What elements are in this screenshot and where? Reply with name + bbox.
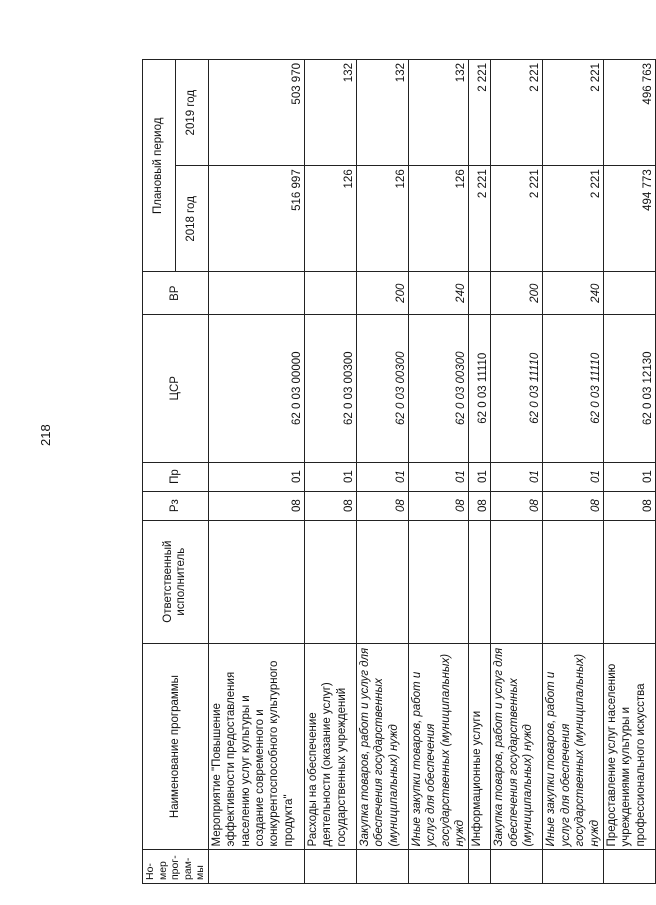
cell-program-number <box>304 850 356 884</box>
cell-responsible <box>304 520 356 643</box>
cell-amount-2019: 2 221 <box>469 60 491 166</box>
cell-amount-2019: 2 221 <box>491 60 543 166</box>
table-row <box>208 60 304 884</box>
header-program-name: Наименование программы <box>143 643 209 850</box>
cell-amount-2019: 132 <box>304 60 356 166</box>
cell-rz: 08 <box>356 491 408 520</box>
header-vr: ВР <box>143 272 209 314</box>
cell-program-name: Иные закупки товаров, работ и услуг для обеспечения государственных (муниципальных) нужд <box>543 643 604 850</box>
cell-responsible <box>491 520 543 643</box>
cell-responsible <box>356 520 408 643</box>
cell-csr: 62 0 03 00300 <box>408 314 469 462</box>
cell-program-name: Иные закупки товаров, работ и услуг для обеспечения государственных (муниципальных) нужд <box>408 643 469 850</box>
header-planned-period: Плановый период <box>143 60 176 272</box>
cell-rz: 08 <box>408 491 469 520</box>
budget-table <box>142 59 656 884</box>
cell-csr: 62 0 03 00300 <box>356 314 408 462</box>
table-body <box>208 60 655 884</box>
cell-vr: 200 <box>356 272 408 314</box>
cell-program-number <box>491 850 543 884</box>
cell-csr: 62 0 03 00300 <box>304 314 356 462</box>
cell-program-name: Мероприятие "Повышение эффективности предоставления населению услуг культуры и создание современного и конкурентоспособного культурного продукта" <box>208 643 304 850</box>
cell-pr: 01 <box>304 462 356 491</box>
cell-responsible <box>408 520 469 643</box>
header-year-2019: 2019 год <box>175 60 208 166</box>
cell-pr: 01 <box>469 462 491 491</box>
cell-rz: 08 <box>208 491 304 520</box>
cell-responsible <box>543 520 604 643</box>
cell-rz: 08 <box>603 491 655 520</box>
header-pr: Пр <box>143 462 209 491</box>
cell-amount-2019: 132 <box>356 60 408 166</box>
cell-csr: 62 0 03 11110 <box>469 314 491 462</box>
cell-program-number <box>603 850 655 884</box>
cell-rz: 08 <box>469 491 491 520</box>
cell-amount-2019: 2 221 <box>543 60 604 166</box>
header-rz: Рз <box>143 491 209 520</box>
cell-responsible <box>603 520 655 643</box>
cell-csr: 62 0 03 00000 <box>208 314 304 462</box>
cell-program-number <box>408 850 469 884</box>
table-row <box>469 60 491 884</box>
table-row <box>491 60 543 884</box>
table-row <box>603 60 655 884</box>
cell-vr <box>603 272 655 314</box>
cell-responsible <box>208 520 304 643</box>
cell-pr: 01 <box>408 462 469 491</box>
cell-csr: 62 0 03 11110 <box>543 314 604 462</box>
cell-rz: 08 <box>491 491 543 520</box>
cell-amount-2018: 126 <box>304 166 356 272</box>
budget-table-rotated <box>142 59 654 884</box>
cell-program-name: Предоставление услуг населению учреждениями культуры и профессионального искусства <box>603 643 655 850</box>
cell-csr: 62 0 03 12130 <box>603 314 655 462</box>
cell-vr <box>304 272 356 314</box>
cell-program-number <box>208 850 304 884</box>
cell-vr: 240 <box>543 272 604 314</box>
page-number: 218 <box>38 424 53 446</box>
cell-pr: 01 <box>356 462 408 491</box>
cell-pr: 01 <box>491 462 543 491</box>
cell-amount-2018: 494 773 <box>603 166 655 272</box>
table-row <box>408 60 469 884</box>
header-year-2018: 2018 год <box>175 166 208 272</box>
cell-program-name: Расходы на обеспечение деятельности (оказание услуг) государственных учреждений <box>304 643 356 850</box>
cell-vr: 200 <box>491 272 543 314</box>
cell-vr <box>208 272 304 314</box>
header-csr: ЦСР <box>143 314 209 462</box>
cell-pr: 01 <box>208 462 304 491</box>
cell-amount-2018: 126 <box>356 166 408 272</box>
cell-rz: 08 <box>543 491 604 520</box>
cell-program-number <box>543 850 604 884</box>
cell-amount-2019: 503 970 <box>208 60 304 166</box>
cell-amount-2018: 2 221 <box>491 166 543 272</box>
cell-program-name: Закупка товаров, работ и услуг для обеспечения государственных (муниципальных) нужд <box>356 643 408 850</box>
cell-program-name: Информационные услуги <box>469 643 491 850</box>
cell-vr: 240 <box>408 272 469 314</box>
cell-amount-2019: 496 763 <box>603 60 655 166</box>
cell-amount-2018: 2 221 <box>469 166 491 272</box>
cell-amount-2018: 2 221 <box>543 166 604 272</box>
header-row-1 <box>143 60 176 884</box>
header-responsible: Ответственный исполнитель <box>143 520 209 643</box>
cell-program-name: Закупка товаров, работ и услуг для обеспечения государственных (муниципальных) нужд <box>491 643 543 850</box>
table-row <box>356 60 408 884</box>
cell-pr: 01 <box>543 462 604 491</box>
header-program-number: Но-мер прог-рам-мы <box>143 850 209 884</box>
cell-vr <box>469 272 491 314</box>
cell-responsible <box>469 520 491 643</box>
cell-program-number <box>356 850 408 884</box>
cell-program-number <box>469 850 491 884</box>
table-row <box>543 60 604 884</box>
table-row <box>304 60 356 884</box>
cell-rz: 08 <box>304 491 356 520</box>
cell-amount-2018: 126 <box>408 166 469 272</box>
cell-csr: 62 0 03 11110 <box>491 314 543 462</box>
cell-pr: 01 <box>603 462 655 491</box>
cell-amount-2018: 516 997 <box>208 166 304 272</box>
cell-amount-2019: 132 <box>408 60 469 166</box>
